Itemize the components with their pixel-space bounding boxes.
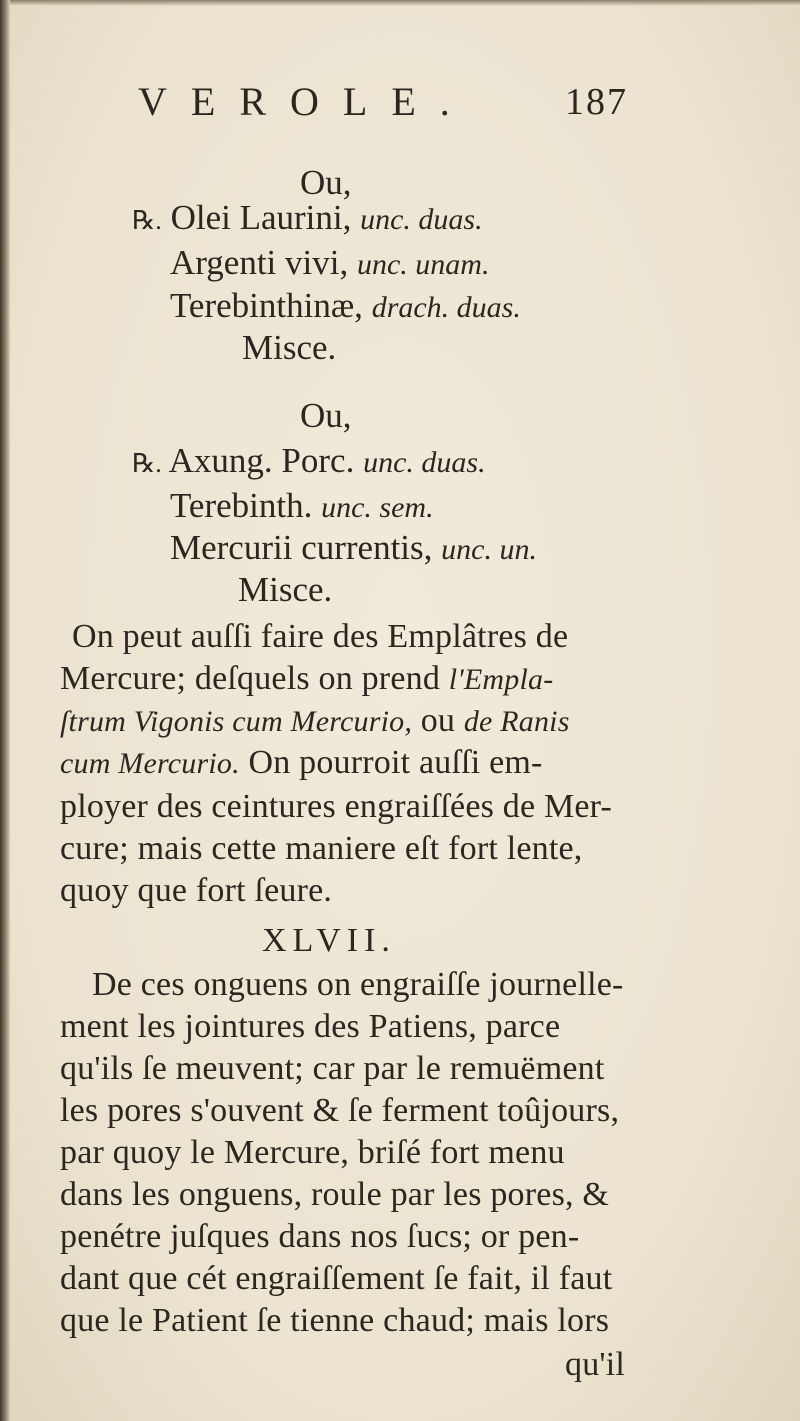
recipe2-line-1: ℞. Axung. Porc. unc. duas. <box>132 441 486 480</box>
paragraph1-line-6: cure; mais cette maniere eſt fort lente, <box>60 830 583 867</box>
recipe1-line-1: ℞. Olei Laurini, unc. duas. <box>132 198 483 237</box>
paragraph2-line-7: penétre juſques dans nos ſucs; or pen- <box>60 1218 580 1255</box>
paragraph1-line-4: cum Mercurio. On pourroit auſſi em- <box>60 744 543 781</box>
paragraph1-line-5: ployer des ceintures engraiſſées de Mer- <box>60 788 613 825</box>
recipe2-line-2: Terebinth. unc. sem. <box>170 486 434 525</box>
paragraph1-line-1: On peut auſſi faire des Emplâtres de <box>72 618 569 655</box>
paragraph2-line-8: dant que cét engraiſſement ſe fait, il faut <box>60 1260 613 1297</box>
paragraph2-line-6: dans les onguens, roule par les pores, & <box>60 1176 610 1213</box>
paragraph2-line-5: par quoy le Mercure, briſé fort menu <box>60 1134 565 1171</box>
recipe1-line-4: Misce. <box>242 328 337 367</box>
recipe1-intro: Ou, <box>300 163 352 202</box>
paragraph2-line-4: les pores s'ouvent & ſe ferment toûjours, <box>60 1092 620 1129</box>
paragraph2-line-2: ment les jointures des Patiens, parce <box>60 1008 561 1045</box>
page-edge-shadow <box>0 0 10 1421</box>
recipe2-intro: Ou, <box>300 396 352 435</box>
recipe1-line-3: Terebinthinæ, drach. duas. <box>170 286 521 325</box>
recipe2-line-3: Mercurii currentis, unc. un. <box>170 528 537 567</box>
paragraph2-line-1: De ces onguens on engraiſſe journelle- <box>92 966 624 1003</box>
catchword: qu'il <box>565 1346 626 1383</box>
section-heading: XLVII. <box>262 922 396 959</box>
running-title: VEROLE. <box>138 79 474 124</box>
recipe2-line-4: Misce. <box>238 570 333 609</box>
recipe1-line-2: Argenti vivi, unc. unam. <box>170 243 490 282</box>
recipe-symbol: ℞. <box>132 206 162 235</box>
paragraph1-line-7: quoy que fort ſeure. <box>60 872 333 909</box>
paragraph1-line-2: Mercure; deſquels on prend l'Empla- <box>60 660 554 697</box>
recipe-symbol: ℞. <box>132 449 162 478</box>
paragraph2-line-3: qu'ils ſe meuvent; car par le remuëment <box>60 1050 605 1087</box>
paragraph1-line-3: ſtrum Vigonis cum Mercurio, ou de Ranis <box>60 702 570 739</box>
page-number: 187 <box>565 81 628 123</box>
page-top-edge <box>10 0 800 6</box>
paragraph2-line-9: que le Patient ſe tienne chaud; mais lors <box>60 1302 610 1339</box>
